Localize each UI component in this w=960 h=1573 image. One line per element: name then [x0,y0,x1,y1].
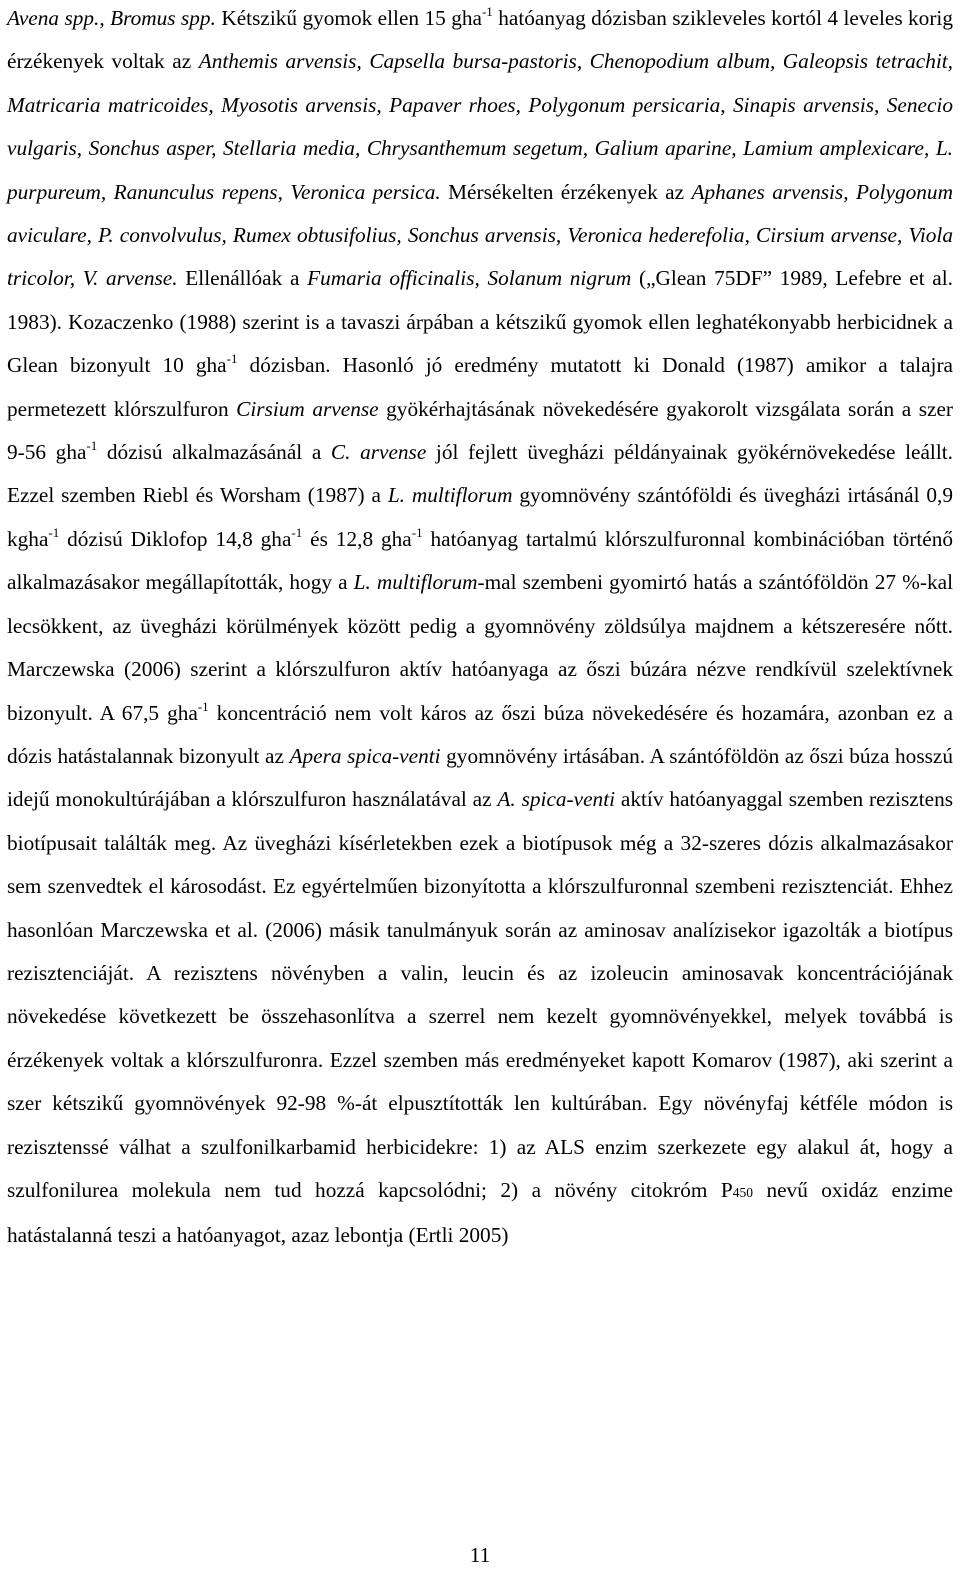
italic-run: Anthemis arvensis, Capsella bursa-pastoris, Chenopodium album, Galeopsis tetrachit, Matricaria matricoides, Myosotis arvensis, Papaver rhoes, Polygonum persicaria, Sinapis arvensis, Senecio vulgaris, Sonchus asper, Stellaria media, Chrysanthemum segetum, Galium aparine, Lamium amplexicare, L. purpureum, Ranunculus repens, Veronica persica. [7,49,954,204]
text-run: -mal szembeni gyomirtó hatás a szántóföldön 27 %-kal lecsökkent, az üvegházi körülmények között pedig a gyomnövény zöldsúlya majdnem a kétszeresére nőtt. Marczewska (2006) szerint a klórszulfuron aktív hatóanyaga az őszi búzára nézve rendkívül szelektívnek bizonyult. A 67,5 gha [7,570,953,725]
italic-run: Apera spica-venti [289,743,441,768]
superscript-run: -1 [48,524,60,540]
superscript-run: -1 [291,524,303,540]
italic-run: Cirsium arvense [236,396,379,421]
superscript-run: -1 [481,4,493,19]
italic-run: A. spica-venti [497,787,616,812]
superscript-run: -1 [86,438,98,454]
text-run: jól fejlett üvegházi példányainak gyökérnövekedése leállt. Ezzel szemben Riebl és Worsham (1987) a [7,440,953,508]
italic-run: C. arvense [330,440,427,465]
body-paragraph [7,0,953,1258]
text-run: és 12,8 gha [302,526,412,551]
text-run: hatóanyag tartalmú klórszulfuronnal kombinációban történő alkalmazásakor megállapították, hogy a [7,526,954,595]
text-run: dózisú alkalmazásánál a [97,440,331,465]
text-run: koncentráció nem volt káros az őszi búza növekedésére és hozamára, azonban ez a dózis hatástalannak bizonyult az [7,700,954,768]
text-run: dózisban. Hasonló jó eredmény mutatott ki Donald (1987) amikor a talajra permetezett klórszulfuron [7,353,953,421]
text-run: Ellenállóak a [177,266,308,291]
text-run: nevű oxidáz enzime hatástalanná teszi a hatóanyagot, azaz lebontja (Ertli 2005) [7,1177,953,1248]
text-run: hatóanyag dózisban szikleveles kortól 4 leveles korig érzékenyek voltak az [7,6,953,74]
text-run: dózisú Diklofop 14,8 gha [59,526,292,551]
italic-run: Aphanes arvensis, Polygonum aviculare, P. convolvulus, Rumex obtusifolius, Sonchus arvensis, Veronica hederefolia, Cirsium arvense, Viola tricolor, V. arvense. [7,179,953,291]
page-number: 11 [469,1543,491,1567]
text-run: gyomnövény szántóföldi és üvegházi irtásánál 0,9 kgha [7,483,953,551]
superscript-run: -1 [226,351,238,367]
text-run: aktív hatóanyaggal szemben rezisztens biotípusait találták meg. Az üvegházi kísérletekben ezek a biotípusok még a 32-szeres dózis alkalmazásakor sem szenvedtek el károsodást. Ez egyértelműen bizonyította a klórszulfuronnal szembeni rezisztenciát. Ehhez hasonlóan Marczewska et al. (2006) másik tanulmányuk során az aminosav analízisekor igazolták a biotípus rezisztenciáját. A rezisztens növényben a valin, leucin és az izoleucin aminosavak koncentrációjának növekedése következett be összehasonlítva a szerrel nem kezelt gyomnövényekkel, melyek továbbá is érzékenyek voltak a klórszulfuronra. Ezzel szemben más eredményeket kapott Komarov (1987), aki szerint a szer kétszikű gyomnövények 92-98 %-át elpusztították len kultúrában. Egy növényfaj kétféle módon is rezisztenssé válhat a szulfonilkarbamid herbicidekre: 1) az ALS enzim szerkezete egy alakul át, hogy a szulfonilurea molekula nem tud hozzá kapcsolódni; 2) a növény citokróm P [7,787,954,1202]
text-run: gyökérhajtásának növekedésére gyakorolt vizsgálata során a szer 9-56 gha [7,396,953,465]
text-run: 450 [732,1184,754,1200]
text-run: Kétszikű gyomok ellen 15 gha [215,6,482,30]
superscript-run: -1 [411,524,423,540]
italic-run: Fumaria officinalis, Solanum nigrum [307,266,632,291]
italic-run: Avena spp., Bromus spp. [7,6,216,30]
text-run: Mérsékelten érzékenyek az [440,179,692,204]
text-run: („Glean 75DF” 1989, Lefebre et al. 1983). Kozaczenko (1988) szerint is a tavaszi árpában a kétszikű gyomok ellen leghatékonyabb herbicidnek a Glean bizonyult 10 gha [7,266,954,378]
document-page [7,0,953,1258]
superscript-run: -1 [197,698,209,714]
text-run: gyomnövény irtásában. A szántóföldön az őszi búza hosszú idejű monokultúrájában a klórszulfuron használatával az [7,743,954,812]
italic-run: L. multiflorum [387,483,513,508]
italic-run: L. multiflorum [353,570,478,595]
